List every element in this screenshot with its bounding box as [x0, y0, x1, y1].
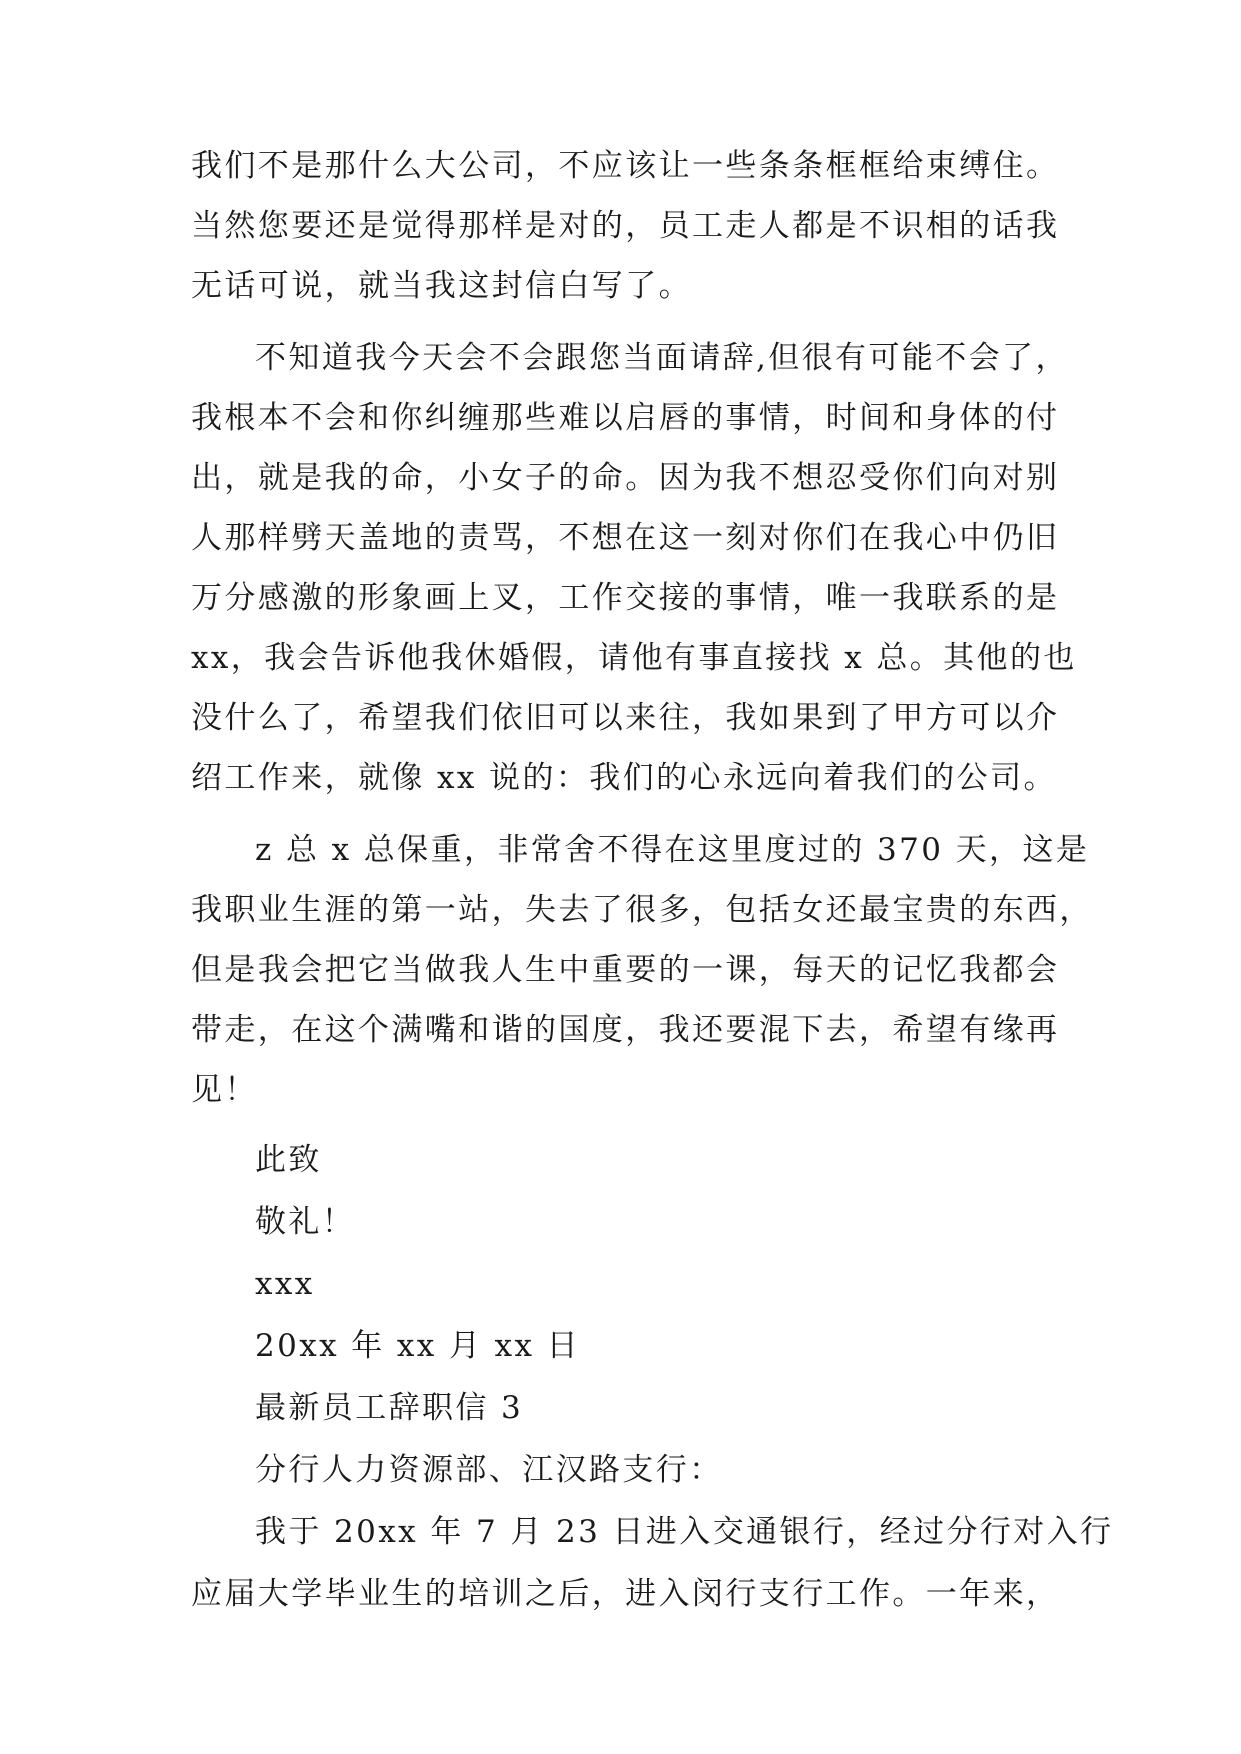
paragraph-line: 我于 20xx 年 7 月 23 日进入交通银行，经过分行对入行 [255, 1514, 1114, 1550]
paragraph-line: 当然您要还是觉得那样是对的，员工走人都是不识相的话我 [191, 208, 1060, 244]
paragraph-line: 我们不是那什么大公司，不应该让一些条条框框给束缚住。 [191, 148, 1060, 184]
paragraph-line: 但是我会把它当做我人生中重要的一课，每天的记忆我都会 [191, 952, 1060, 988]
paragraph-line: 见！ [191, 1072, 258, 1108]
paragraph-line: 我职业生涯的第一站，失去了很多，包括女还最宝贵的东西， [191, 892, 1093, 928]
paragraph-line: 应届大学毕业生的培训之后，进入闵行支行工作。一年来， [191, 1576, 1060, 1612]
paragraph-line: 我根本不会和你纠缠那些难以启唇的事情，时间和身体的付 [191, 400, 1060, 436]
paragraph-line: 绍工作来，就像 xx 说的：我们的心永远向着我们的公司。 [191, 760, 1057, 796]
paragraph-line: 带走，在这个满嘴和谐的国度，我还要混下去，希望有缘再 [191, 1012, 1060, 1048]
signature-line: xxx [255, 1266, 315, 1302]
closing-line: 敬礼！ [255, 1204, 356, 1240]
closing-line: 此致 [255, 1142, 322, 1178]
date-line: 20xx 年 xx 月 xx 日 [255, 1328, 581, 1364]
paragraph-line: 没什么了，希望我们依旧可以来往，我如果到了甲方可以介 [191, 700, 1060, 736]
paragraph-line: 不知道我今天会不会跟您当面请辞,但很有可能不会了， [255, 340, 1069, 376]
paragraph-line: 出，就是我的命，小女子的命。因为我不想忍受你们向对别 [191, 460, 1060, 496]
paragraph-line: 万分感激的形象画上叉，工作交接的事情，唯一我联系的是 [191, 580, 1060, 616]
paragraph-line: xx，我会告诉他我休婚假，请他有事直接找 x 总。其他的也 [191, 640, 1077, 676]
salutation-line: 分行人力资源部、江汉路支行： [255, 1452, 723, 1488]
paragraph-line: 人那样劈天盖地的责骂，不想在这一刻对你们在我心中仍旧 [191, 520, 1060, 556]
paragraph-line: z 总 x 总保重，非常舍不得在这里度过的 370 天，这是 [255, 832, 1090, 868]
paragraph-line: 无话可说，就当我这封信白写了。 [191, 268, 692, 304]
section-heading: 最新员工辞职信 3 [255, 1390, 524, 1426]
